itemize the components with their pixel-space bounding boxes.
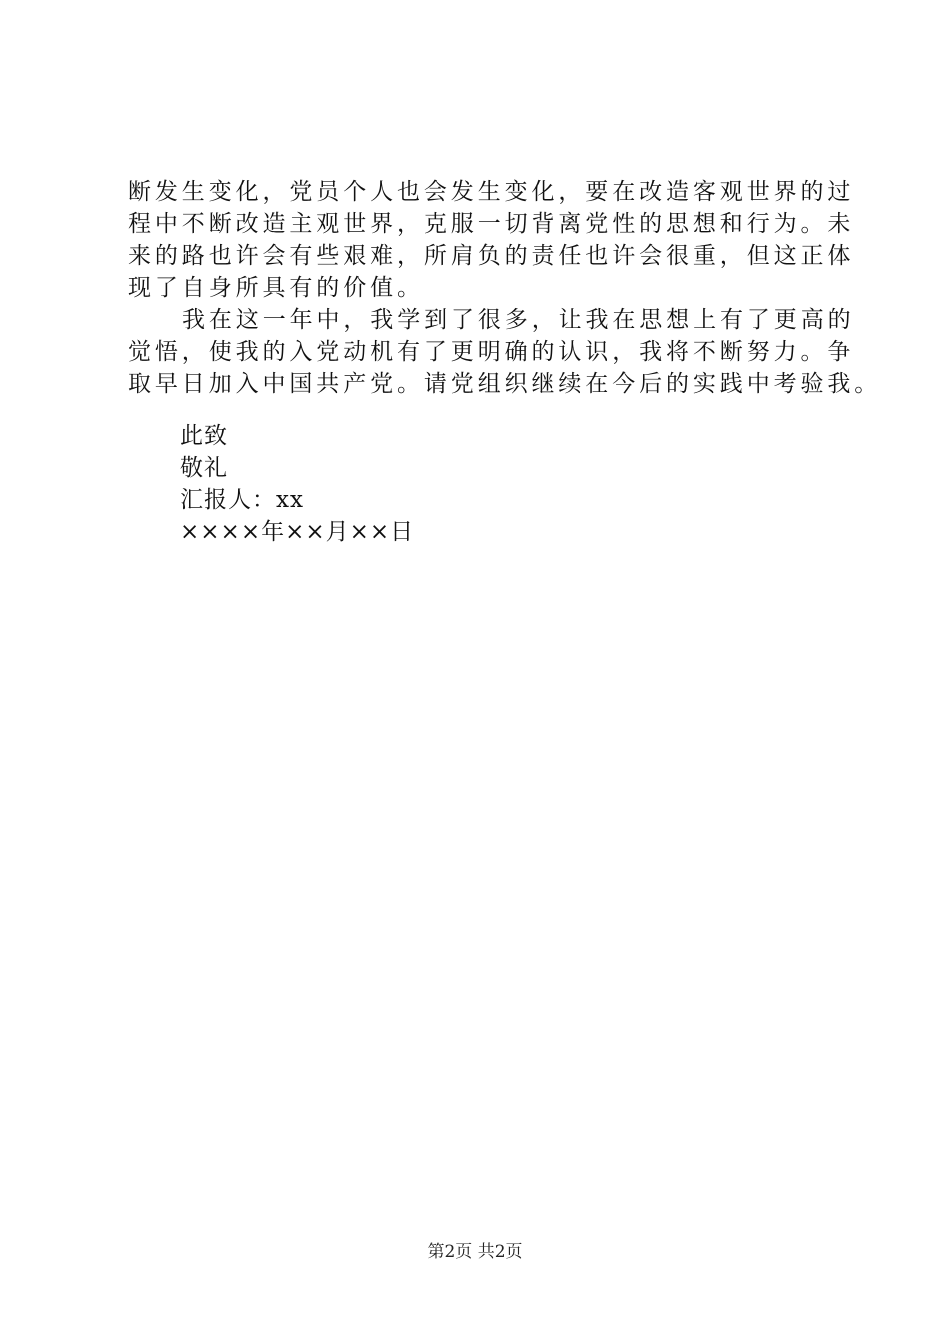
letter-closing — [180, 420, 414, 548]
body-line: 取早日加入中国共产党。请党组织继续在今后的实践中考验我。 — [128, 371, 882, 397]
date-line: ××××年××月××日 — [180, 519, 415, 545]
body-line: 来的路也许会有些艰难，所肩负的责任也许会很重，但这正体 — [128, 243, 855, 269]
body-line: 断发生变化，党员个人也会发生变化，要在改造客观世界的过 — [128, 179, 855, 205]
body-line: 觉悟，使我的入党动机有了更明确的认识，我将不断努力。争 — [128, 339, 855, 365]
document-body — [128, 176, 882, 400]
page-footer: 第2页 共2页 — [427, 1242, 523, 1262]
body-line: 我在这一年中，我学到了很多，让我在思想上有了更高的 — [182, 307, 855, 333]
body-line: 程中不断改造主观世界，克服一切背离党性的思想和行为。未 — [128, 211, 855, 237]
reporter-line: 汇报人：xx — [180, 487, 304, 513]
body-line: 现了自身所具有的价值。 — [128, 275, 424, 301]
salutation-line: 敬礼 — [180, 455, 228, 481]
salutation-line: 此致 — [180, 423, 228, 449]
